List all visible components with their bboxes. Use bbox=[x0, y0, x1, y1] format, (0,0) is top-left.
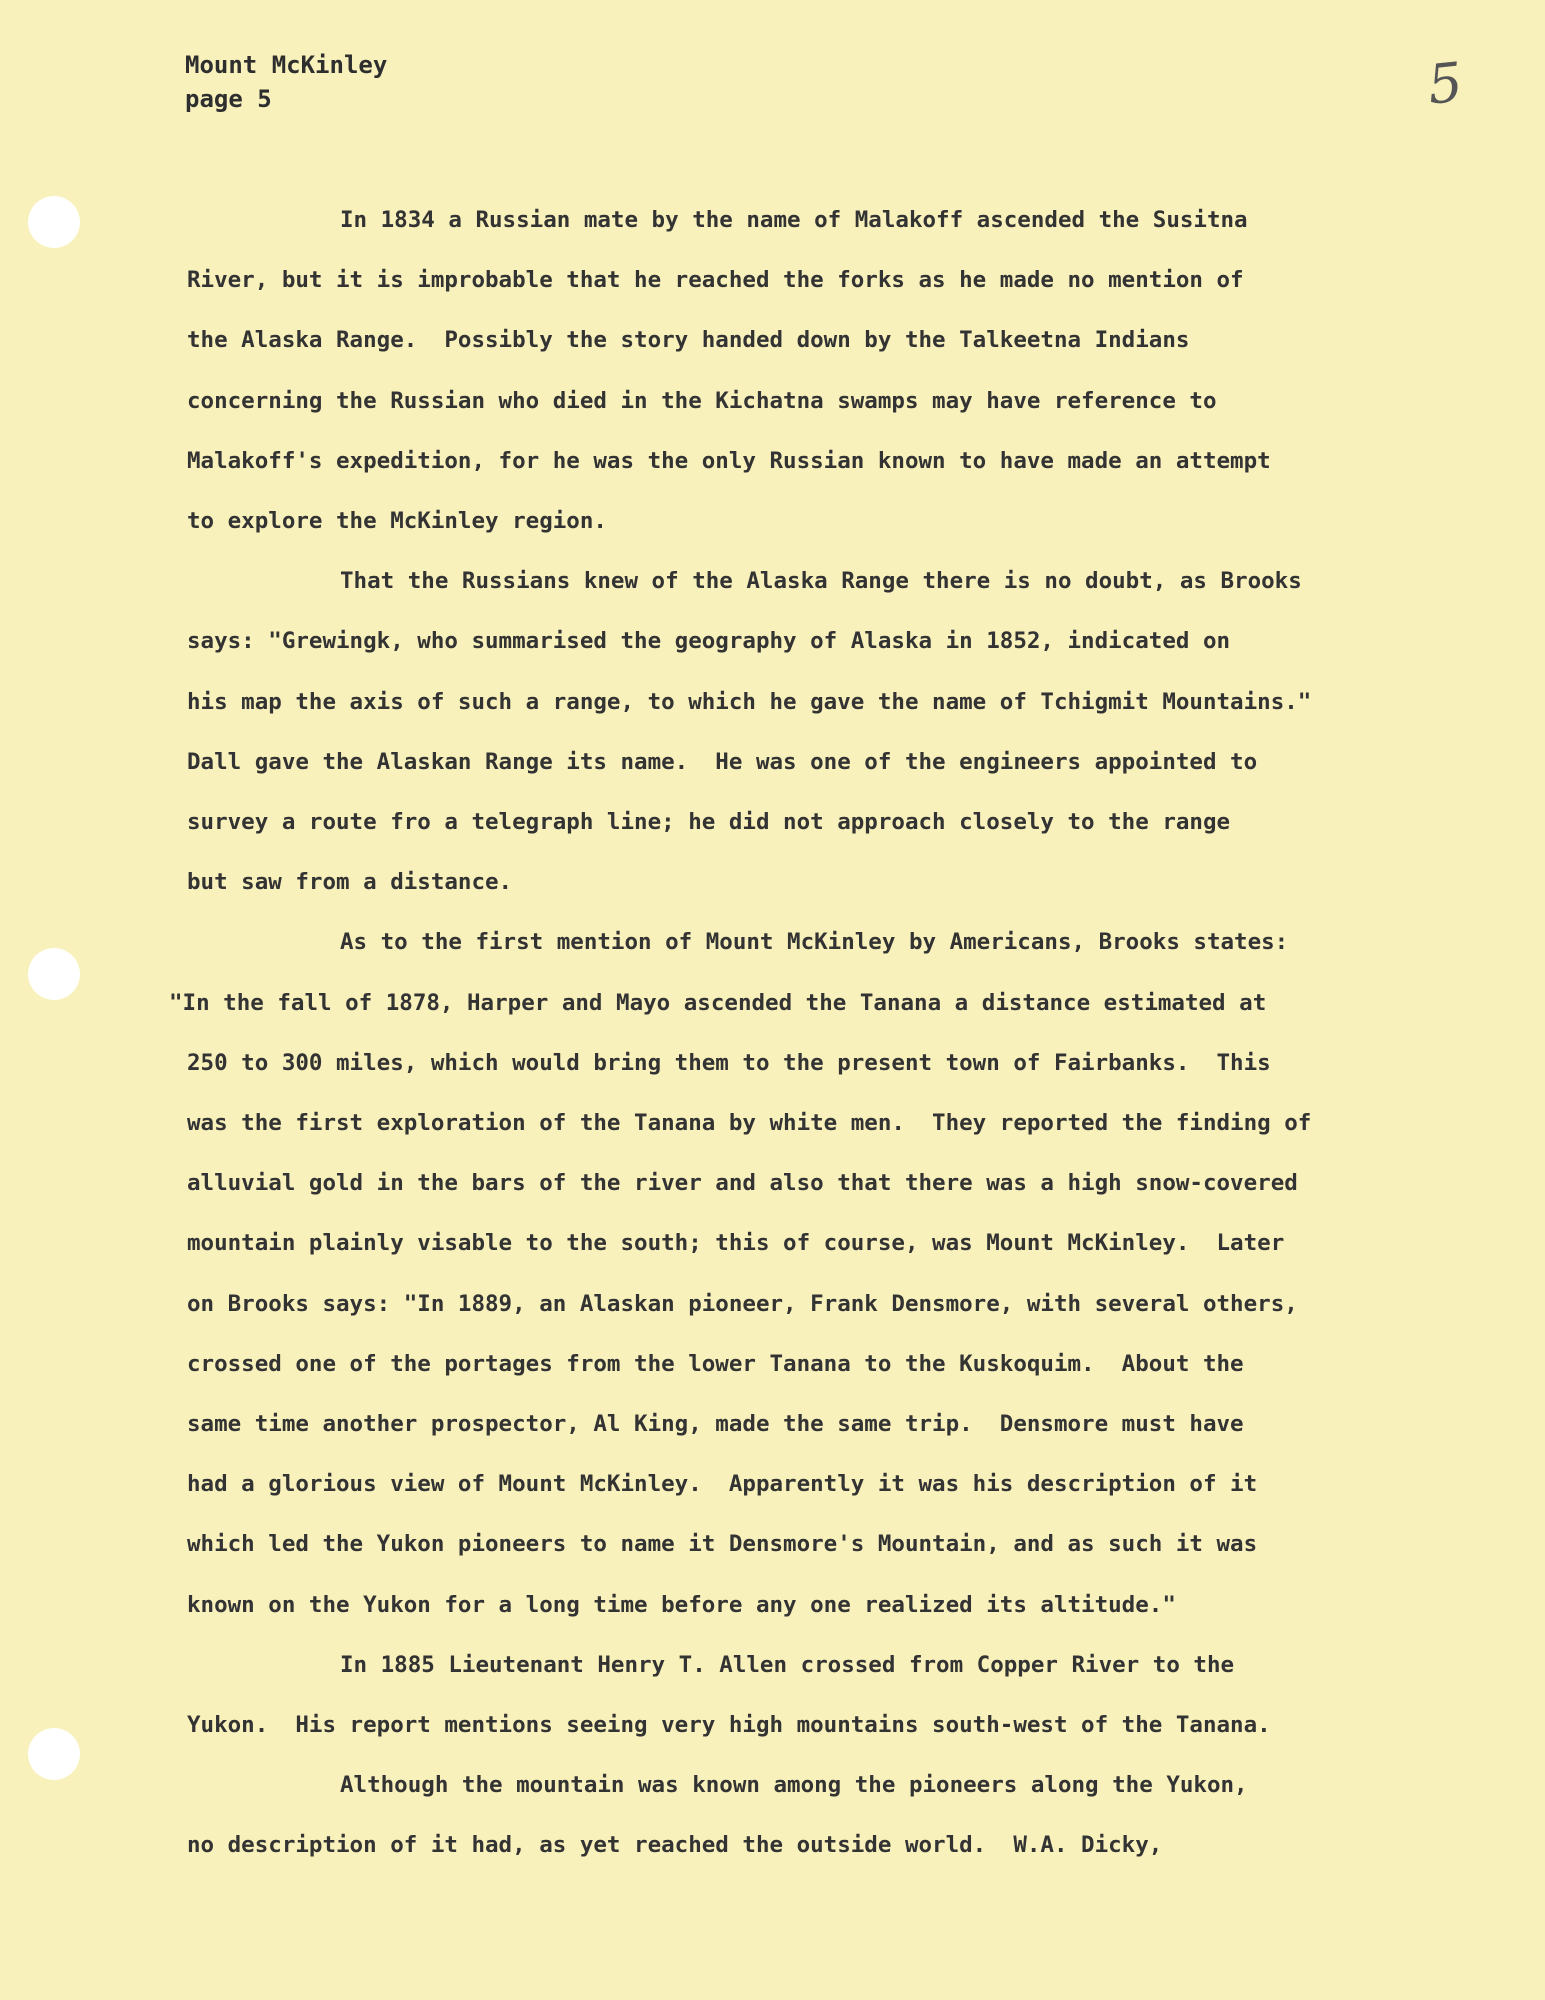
text-line: Yukon. His report mentions seeing very high mountains south-west of the Tanana. bbox=[187, 1712, 1271, 1739]
text-line: to explore the McKinley region. bbox=[187, 508, 607, 535]
text-line: his map the axis of such a range, to which he gave the name of Tchigmit Mountains." bbox=[187, 688, 1312, 715]
text-line: was the first exploration of the Tanana by white men. They reported the finding of bbox=[187, 1110, 1312, 1137]
binder-hole bbox=[28, 948, 80, 1000]
document-body bbox=[169, 190, 1467, 1876]
binder-hole bbox=[28, 1728, 80, 1780]
text-line: no description of it had, as yet reached the outside world. W.A. Dicky, bbox=[187, 1832, 1163, 1859]
text-line: Although the mountain was known among the pioneers along the Yukon, bbox=[340, 1772, 1248, 1799]
text-line: same time another prospector, Al King, made the same trip. Densmore must have bbox=[187, 1411, 1244, 1438]
text-line: known on the Yukon for a long time before any one realized its altitude." bbox=[187, 1591, 1176, 1618]
text-line: "In the fall of 1878, Harper and Mayo ascended the Tanana a distance estimated at bbox=[169, 989, 1267, 1016]
text-line: concerning the Russian who died in the Kichatna swamps may have reference to bbox=[187, 387, 1217, 414]
text-line: In 1885 Lieutenant Henry T. Allen crossed from Copper River to the bbox=[340, 1651, 1235, 1678]
text-line: In 1834 a Russian mate by the name of Malakoff ascended the Susitna bbox=[340, 207, 1248, 233]
text-line: River, but it is improbable that he reached the forks as he made no mention of bbox=[187, 267, 1244, 294]
text-line: mountain plainly visable to the south; this of course, was Mount McKinley. Later bbox=[187, 1230, 1285, 1257]
text-line: which led the Yukon pioneers to name it Densmore's Mountain, and as such it was bbox=[187, 1531, 1258, 1558]
text-line: had a glorious view of Mount McKinley. Apparently it was his description of it bbox=[187, 1471, 1258, 1498]
text-line: 250 to 300 miles, which would bring them to the present town of Fairbanks. This bbox=[187, 1049, 1271, 1076]
text-line: Malakoff's expedition, for he was the only Russian known to have made an attempt bbox=[187, 447, 1271, 474]
page-label: page 5 bbox=[185, 85, 272, 113]
text-line: crossed one of the portages from the lower Tanana to the Kuskoquim. About the bbox=[187, 1350, 1244, 1377]
text-line: alluvial gold in the bars of the river and also that there was a high snow-covered bbox=[187, 1170, 1298, 1197]
text-line: survey a route fro a telegraph line; he did not approach closely to the range bbox=[187, 809, 1231, 836]
text-line: says: "Grewingk, who summarised the geography of Alaska in 1852, indicated on bbox=[187, 628, 1231, 655]
text-line: the Alaska Range. Possibly the story handed down by the Talkeetna Indians bbox=[187, 327, 1190, 354]
text-line: but saw from a distance. bbox=[187, 869, 513, 896]
text-line: That the Russians knew of the Alaska Range there is no doubt, as Brooks bbox=[340, 568, 1302, 595]
text-line: on Brooks says: "In 1889, an Alaskan pioneer, Frank Densmore, with several others, bbox=[187, 1290, 1298, 1317]
binder-hole bbox=[28, 196, 80, 248]
document-title: Mount McKinley bbox=[185, 51, 388, 79]
handwritten-page-number: 5 bbox=[1424, 50, 1466, 117]
text-line: As to the first mention of Mount McKinley by Americans, Brooks states: bbox=[340, 929, 1289, 956]
document-header bbox=[185, 48, 387, 116]
text-line: Dall gave the Alaskan Range its name. He was one of the engineers appointed to bbox=[187, 748, 1258, 775]
